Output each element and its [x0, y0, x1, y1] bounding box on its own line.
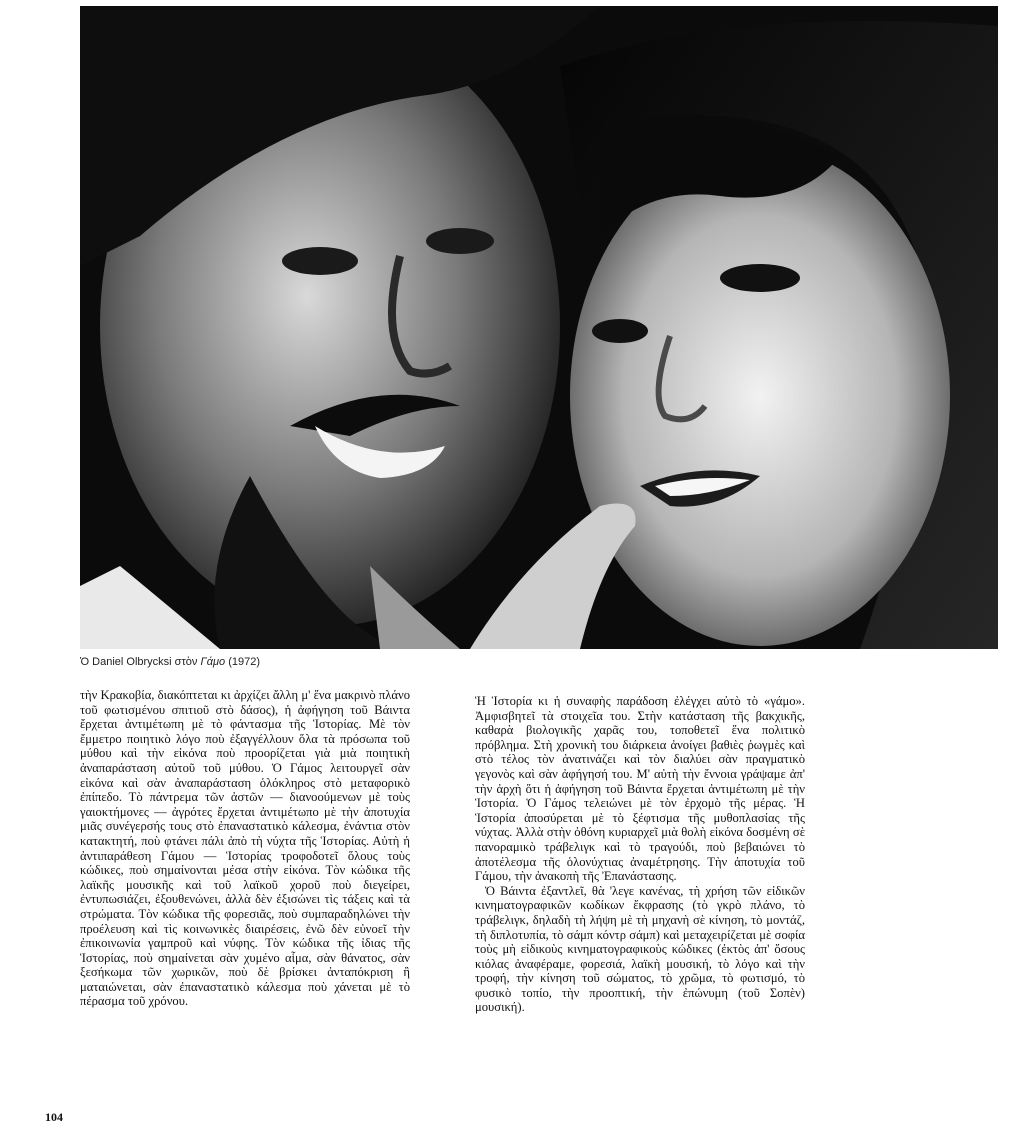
- caption-film-title: Γάμο: [200, 656, 226, 668]
- right-paragraph-2: Ὁ Βάιντα ἐξαντλεῖ, θὰ 'λεγε κανένας, τὴ χρήση τῶν εἰδικῶν κινηματογραφικῶν κωδίκων ἔκφρασης (τὸ γκρὸ πλάνο, τὸ τράβελιγκ, δηλαδὴ τὴ λήψη μὲ τὴ μηχανὴ σὲ κίνηση, τὸ μοντάζ, τὴ διπλοτυπία, τὸ σάμπ κόντρ σάμπ) καὶ μεταχειρίζεται μὲ σοφία τοὺς μὴ εἰδικοὺς κινηματογραφικοὺς κώδικες (ἐκτὸς ἀπ' ὅσους κιόλας ἀναφέραμε, φορεσιά, λαϊκὴ μουσική, τὸ λόγο καὶ τὴν τροφή, τὴν κίνηση τοῦ σώματος, τὸ χρῶμα, τὸ φωτισμό, τὸ φυσικὸ τοπίο, τὴν προοπτική, τὴν ἐπώνυμη (τοῦ Σοπὲν) μουσική).: [475, 883, 805, 1015]
- page-number: 104: [45, 1110, 63, 1124]
- caption-text: Ὁ Daniel Olbrycksi στὸν: [80, 656, 201, 668]
- right-paragraph-1: Ἡ Ἱστορία κι ἡ συναφὴς παράδοση ἐλέγχει αὐτὸ τὸ «γάμο». Ἀμφισβητεῖ τὰ στοιχεῖα του. Στὴν κατάσταση τῆς βακχικῆς, καθαρὰ βιολογικῆς χαρᾶς του, τοποθετεῖ ἕνα πολιτικὸ πρόβλημα. Στὴ χρονικὴ του διάρκεια ἀνοίγει βαθιὲς ῥωγμὲς καὶ στὸ τέλος τὸν ἀνατινάζει καὶ τὸν διαλύει σὰν πραγματικὸ γεγονὸς καὶ σὰν ἀφήγησή του. Μ' αὐτὴ τὴν ἔννοια γράψαμε ἀπ' τὴν ἀρχὴ ὅτι ἡ ἀφήγηση τοῦ Βάιντα ἔρχεται ἀντιμέτωπη μὲ τὴν Ἱστορία. Ὁ Γάμος τελειώνει μὲ τὸν ἐρχομὸ τῆς μέρας. Ἡ Ἱστορία ἀποσύρεται μὲ τὸ ξέφτισμα τῆς μυθοπλασίας τῆς νύχτας. Ἀλλὰ στὴν ὀθόνη κυριαρχεῖ μιὰ θολὴ εἰκόνα δοσμένη σὲ πανοραμικὸ τράβελιγκ καὶ τὸ τραγούδι, ποὺ βεβαιώνει τὸ ἀποτέλεσμα τῆς ὁλονύχτιας ἀναμέτρησης. Τὴν ἀποτυχία τοῦ Γάμου, τὴν ἀνακοπὴ τῆς Ἐπανάστασης.: [475, 694, 805, 884]
- photo-caption: [80, 656, 260, 668]
- left-paragraph-1: τὴν Κρακοβία, διακόπτεται κι ἀρχίζει ἄλλη μ' ἕνα μακρινὸ πλάνο τοῦ φωτισμένου σπιτιοῦ στὸ δάσος), ἡ ἀφήγηση τοῦ Βάιντα ἔρχεται ἀντιμέτωπη μὲ τὸ φάντασμα τῆς Ἱστορίας. Μὲ τὸν ἔμμετρο ποιητικὸ λόγο ποὺ ἐξαγγέλλουν ὅλα τὰ πρόσωπα τοῦ μύθου καὶ τὴν εἰκόνα ποὺ προορίζεται γιὰ μιὰ ποιητικὴ ἀναπαράσταση αὐτοῦ τοῦ μύθου. Ὁ Γάμος λειτουργεῖ σὰν εἰκόνα καὶ σὰν ἀναπαράσταση ὁλόκληρος στὸ μεταφορικὸ ἐπίπεδο. Τὸ πάντρεμα τῶν ἀστῶν — διανοούμενων μὲ τοὺς γαιοκτήμονες — ἀγρότες ἔρχεται ἀντιμέτωπο μὲ τὴν ἀποτυχία μιᾶς συνέγερσής τους στὸ ἐπαναστατικὸ κάλεσμα, ἐνάντια στὸν κατακτητή, ποὺ φτάνει πάλι ἀπὸ τὴ νύχτα τῆς Ἱστορίας. Αὐτὴ ἡ ἀντιπαράθεση Γάμου — Ἱστορίας τροφοδοτεῖ ὅλους τοὺς κώδικες, ποὺ σημαίνονται μέσα στὴν εἰκόνα. Τὸν κώδικα τῆς λαϊκῆς μουσικῆς καὶ τοῦ λαϊκοῦ χοροῦ ποὺ διεγείρει, ἐντυπωσιάζει, ἐξουθενώνει, ἀλλὰ δὲν ἐξισώνει τὶς τάξεις καὶ τὰ στρώματα. Τὸν κώδικα τῆς φορεσιᾶς, ποὺ συμπαραδηλώνει τὴν προέλευση καὶ τὶς κοινωνικὲς διαιρέσεις, ἐνῶ δὲν εὐνοεῖ τὴν ἐπικοινωνία γαμπροῦ καὶ νύφης. Τὸν κώδικα τῆς ἰδιας τῆς Ἱστορίας, ποὺ σημαίνεται σὰν χυμένο αἷμα, σὰν θάνατος, σὰν ξεσήκωμα τῶν χωρικῶν, ποὺ δὲ βρίσκει ἀνταπόκριση ἢ ματαιώνεται, σὰν ἐπαναστατικὸ κάλεσμα ποὺ χάνεται μὲ τὸ πέρασμα τοῦ χρόνου.: [80, 688, 410, 1009]
- woman-face: [570, 146, 950, 646]
- caption-year: (1972): [225, 656, 261, 668]
- left-text-column: [80, 688, 410, 1009]
- film-still-photo: [80, 6, 998, 649]
- right-text-column: [475, 694, 805, 1015]
- photo-illustration: [80, 6, 998, 649]
